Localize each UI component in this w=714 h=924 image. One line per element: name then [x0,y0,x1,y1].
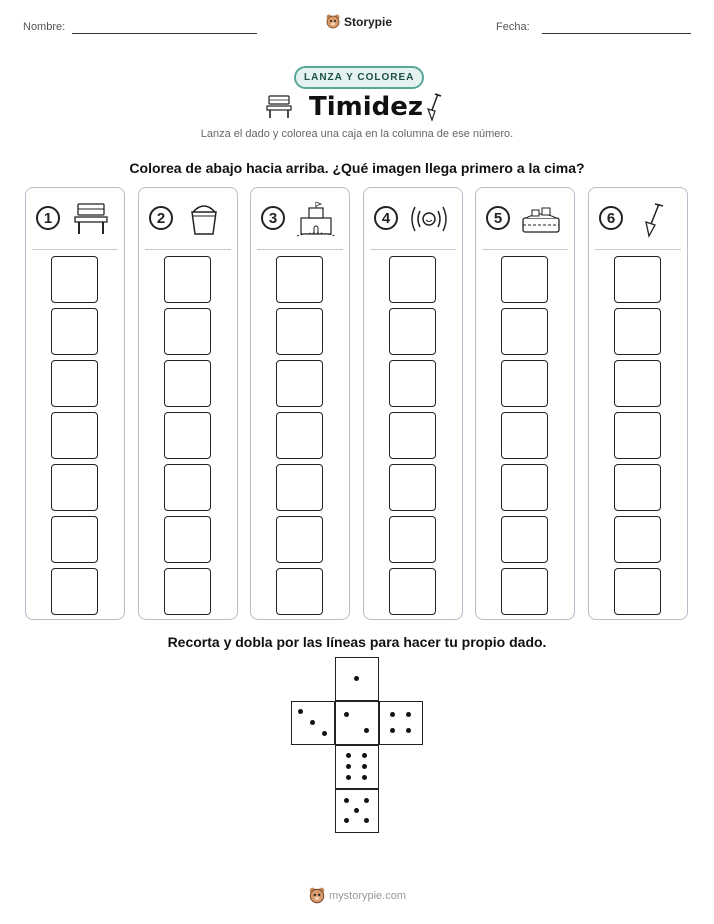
color-box[interactable] [276,308,323,355]
color-box[interactable] [614,360,661,407]
date-line[interactable] [542,33,691,34]
bench-icon [70,200,112,238]
color-box[interactable] [501,412,548,459]
bear-mascot-icon [326,14,340,30]
dice-pip [390,712,395,717]
bear-mascot-icon [309,887,325,905]
color-box[interactable] [164,568,211,615]
divider [595,249,681,250]
dice-face-5 [335,789,379,833]
color-box[interactable] [501,516,548,563]
dice-pip [346,753,351,758]
column-number: 4 [374,206,398,230]
color-box[interactable] [164,360,211,407]
dice-pip [406,728,411,733]
column-number: 1 [36,206,60,230]
color-box[interactable] [276,464,323,511]
color-box[interactable] [389,308,436,355]
page-title: Timidez [309,92,424,122]
color-box[interactable] [164,464,211,511]
dice-pip [346,764,351,769]
dice-face-4 [379,701,423,745]
shovel-icon [633,200,675,238]
color-box[interactable] [276,360,323,407]
dice-face-3 [291,701,335,745]
divider [370,249,456,250]
color-box[interactable] [51,412,98,459]
date-label: Fecha: [496,21,530,33]
divider [257,249,343,250]
column-3 [250,187,350,620]
color-box[interactable] [501,256,548,303]
dice-face-6 [335,745,379,789]
column-number: 5 [486,206,510,230]
dice-pip [406,712,411,717]
column-4 [363,187,463,620]
dice-pip [354,808,359,813]
sandbox-icon [520,200,562,238]
dice-pip [364,818,369,823]
dice-pip [310,720,315,725]
dice-pip [362,753,367,758]
footer-url[interactable]: mystorypie.com [329,890,407,902]
question-text: Colorea de abajo hacia arriba. ¿Qué imagen llega primero a la cima? [129,160,585,176]
bucket-icon [183,200,225,238]
dice-pip [344,712,349,717]
color-box[interactable] [51,308,98,355]
footer [309,887,406,905]
shovel-icon [424,92,444,122]
column-5 [475,187,575,620]
color-box[interactable] [51,516,98,563]
color-box[interactable] [614,256,661,303]
brand-logo [326,14,392,30]
color-box[interactable] [276,256,323,303]
dice-pip [354,676,359,681]
name-label: Nombre: [23,21,66,33]
column-number: 6 [599,206,623,230]
color-box[interactable] [51,568,98,615]
color-box[interactable] [614,412,661,459]
name-line[interactable] [72,33,257,34]
column-6 [588,187,688,620]
divider [145,249,231,250]
column-number: 3 [261,206,285,230]
dice-pip [322,731,327,736]
color-box[interactable] [501,308,548,355]
color-box[interactable] [614,516,661,563]
color-box[interactable] [501,360,548,407]
color-box[interactable] [389,568,436,615]
dice-pip [364,728,369,733]
dice-instruction: Recorta y dobla por las líneas para hacer tu propio dado. [167,634,547,650]
color-box[interactable] [389,516,436,563]
column-2 [138,187,238,620]
color-box[interactable] [389,464,436,511]
color-box[interactable] [164,412,211,459]
divider [32,249,118,250]
dice-face-2 [335,701,379,745]
dice-pip [344,818,349,823]
activity-badge: LANZA Y COLOREA [294,66,424,89]
dice-pip [364,798,369,803]
column-number: 2 [149,206,173,230]
sound-waves-icon [408,200,450,238]
dice-pip [346,775,351,780]
color-box[interactable] [614,568,661,615]
color-box[interactable] [389,256,436,303]
dice-pip [390,728,395,733]
dice-pip [362,775,367,780]
color-box[interactable] [164,308,211,355]
instructions-text: Lanza el dado y colorea una caja en la columna de ese número. [200,128,514,140]
dice-pip [298,709,303,714]
color-box[interactable] [276,412,323,459]
brand-name: Storypie [344,15,393,29]
color-box[interactable] [51,256,98,303]
dice-pip [362,764,367,769]
bench-icon [265,94,293,120]
color-box[interactable] [501,568,548,615]
color-box[interactable] [501,464,548,511]
color-box[interactable] [276,516,323,563]
color-box[interactable] [164,516,211,563]
color-box[interactable] [389,412,436,459]
divider [482,249,568,250]
column-1 [25,187,125,620]
color-box[interactable] [164,256,211,303]
sandcastle-icon [295,200,337,238]
color-box[interactable] [389,360,436,407]
color-box[interactable] [51,360,98,407]
color-box[interactable] [614,464,661,511]
dice-face-1 [335,657,379,701]
dice-pip [344,798,349,803]
color-box[interactable] [614,308,661,355]
color-box[interactable] [276,568,323,615]
color-box[interactable] [51,464,98,511]
